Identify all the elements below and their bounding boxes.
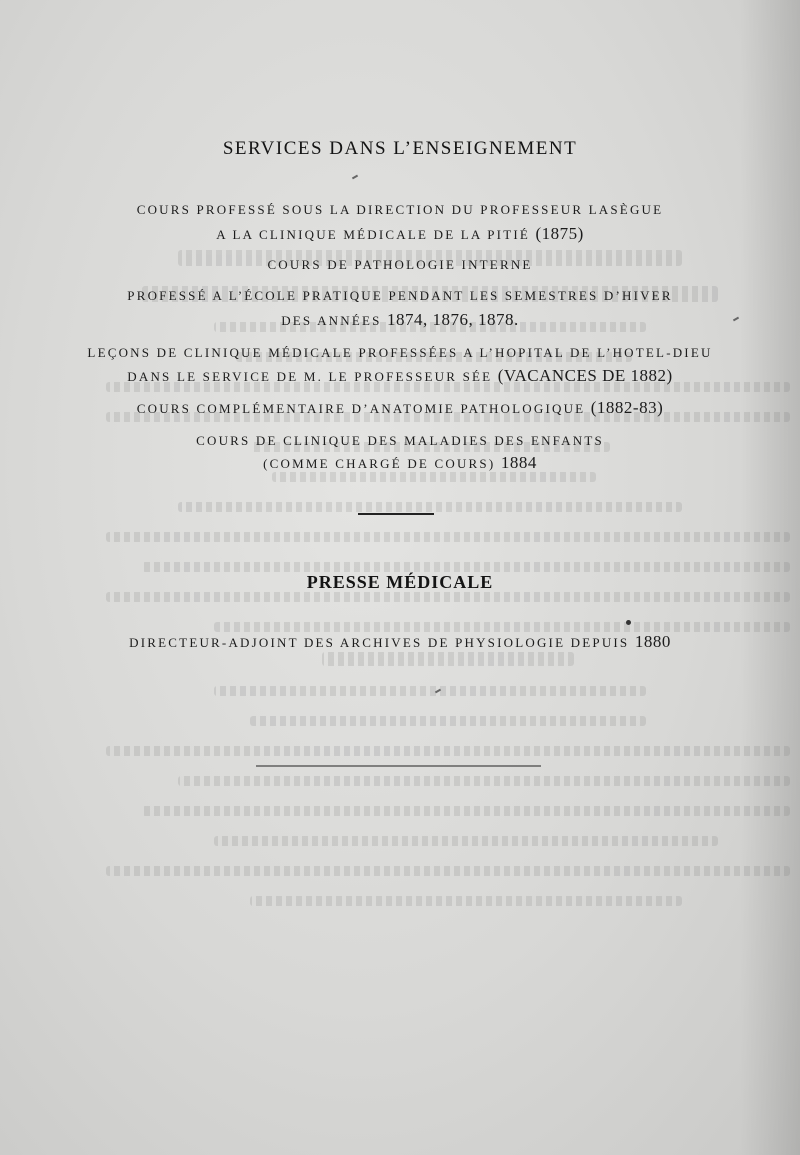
teaching-line: A LA CLINIQUE MÉDICALE DE LA PITIÉ (1875) [216,224,584,243]
teaching-line: LEÇONS DE CLINIQUE MÉDICALE PROFESSÉES A L’HOPITAL DE L’HOTEL-DIEU [87,345,713,360]
teaching-line: DANS LE SERVICE DE M. LE PROFESSEUR SÉE (VACANCES DE 1882) [127,366,673,385]
heading-teaching: SERVICES DANS L’ENSEIGNEMENT [222,138,578,159]
teaching-line: COURS COMPLÉMENTAIRE D’ANATOMIE PATHOLOGIQUE (1882-83) [136,398,664,417]
faint-rule [256,765,541,767]
teaching-line: PROFESSÉ A L’ÉCOLE PRATIQUE PENDANT LES SEMESTRES D’HIVER [127,288,673,303]
teaching-line: (COMME CHARGÉ DE COURS) 1884 [263,453,537,472]
stray-mark [435,689,441,694]
page-edge-shadow [740,0,800,1155]
teaching-line: DES ANNÉES 1874, 1876, 1878. [281,310,519,329]
stray-mark [352,175,358,180]
heading-press: PRESSE MÉDICALE [306,572,494,592]
section-divider [358,513,434,515]
teaching-line: COURS PROFESSÉ SOUS LA DIRECTION DU PROFESSEUR LASÈGUE [136,202,664,217]
ink-speck [626,620,631,625]
teaching-line: COURS DE PATHOLOGIE INTERNE [267,257,533,272]
teaching-line: COURS DE CLINIQUE DES MALADIES DES ENFANTS [196,433,604,448]
press-line: DIRECTEUR-ADJOINT DES ARCHIVES DE PHYSIOLOGIE DEPUIS 1880 [129,632,671,651]
